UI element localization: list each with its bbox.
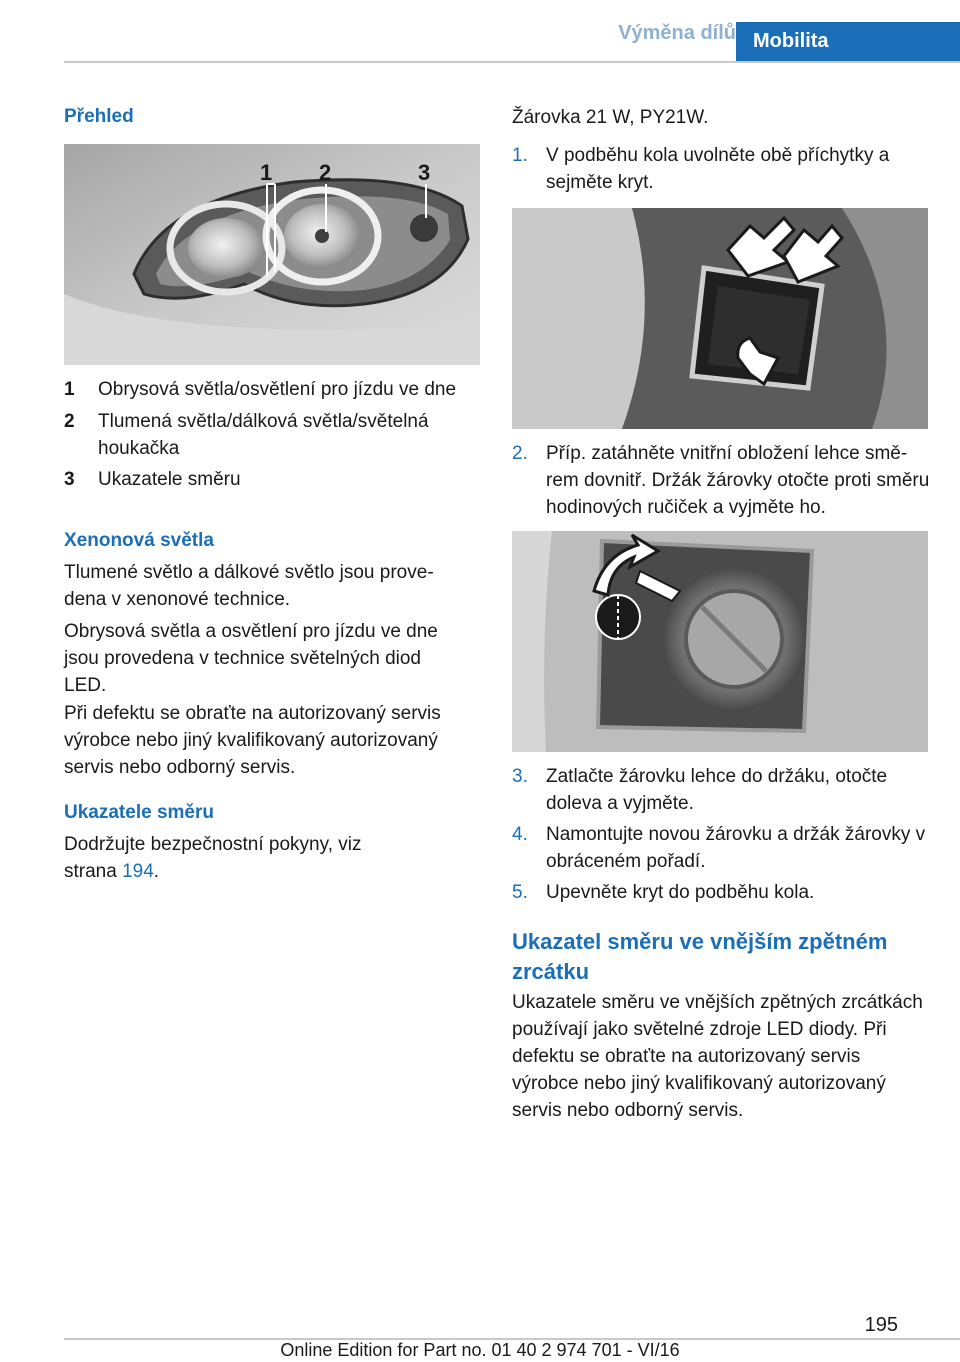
step-item: [512, 879, 930, 906]
headlight-label-1: 1: [260, 160, 273, 185]
legend-text: Obrysová světla/osvětlení pro jízdu ve dne: [98, 379, 457, 400]
xenon-heading: Xenonová světla: [64, 530, 214, 551]
indicator-heading: Ukazatele směru: [64, 802, 214, 823]
page-number: 195: [864, 1314, 898, 1336]
indicator-text: Dodržujte bezpečnostní pokyny, viz strana: [64, 834, 362, 882]
legend-text: Tlumená světla/dálková světla/světelná houkačka: [98, 411, 429, 459]
step-text: V podběhu kola uvolněte obě příchytky a sejměte kryt.: [546, 145, 890, 193]
indicator-text-end: .: [153, 861, 160, 882]
xenon-paragraph-1: Tlumené světlo a dálkové světlo jsou provedena v xenonové technice.: [64, 562, 434, 610]
step-number: 1.: [512, 145, 528, 166]
legend-item: [64, 466, 482, 493]
page-header: [0, 0, 960, 62]
bulb-holder-image: [512, 531, 928, 752]
page-reference-link[interactable]: 194: [122, 861, 154, 882]
header-divider: [64, 61, 960, 63]
step-item: [512, 440, 930, 521]
step-item: [512, 763, 930, 817]
legend-number: 2: [64, 411, 75, 432]
legend-text: Ukazatele směru: [98, 469, 241, 490]
mirror-indicator-paragraph: Ukazatele směru ve vnějších zpětných zrcátkách používají jako světelné zdroje LED diody. Při defektu se obraťte na autorizovaný servis výrobce nebo jiný kvalifikovaný autorizovaný servis nebo odborný servis.: [512, 992, 923, 1121]
step-item: [512, 821, 930, 875]
headlight-image: [64, 144, 480, 365]
step-text: Zatlačte žárovku lehce do držáku, otočte doleva a vyjměte.: [546, 766, 888, 814]
headlight-label-2: 2: [319, 160, 332, 185]
overview-heading: Přehled: [64, 106, 134, 127]
bulb-title: Žárovka 21 W, PY21W.: [512, 107, 709, 128]
legend-item: [64, 376, 482, 403]
step-text: Namontujte novou žárovku a držák žárovky v obráceném pořadí.: [546, 824, 926, 872]
step-text: Upevněte kryt do podběhu kola.: [546, 882, 815, 903]
step-number: 4.: [512, 824, 528, 845]
step-text: Příp. zatáhněte vnitřní obložení lehce směrem dovnitř. Držák žárovky otočte proti směru hodinových ručiček a vyjměte ho.: [546, 443, 930, 518]
indicator-paragraph: [64, 831, 394, 885]
step-number: 3.: [512, 766, 528, 787]
header-section-tab[interactable]: Výměna dílů: [618, 22, 736, 44]
header-chapter-tab[interactable]: Mobilita: [736, 22, 960, 62]
step-number: 2.: [512, 443, 528, 464]
xenon-paragraph-2: Obrysová světla a osvětlení pro jízdu ve dne jsou provedena v technice světelných diod LED.: [64, 621, 438, 696]
step-item: [512, 142, 930, 196]
wheel-arch-cover-image: [512, 208, 928, 429]
xenon-paragraph-3: Při defektu se obraťte na autorizovaný servis výrobce nebo jiný kvalifikovaný autorizovaný servis nebo odborný servis.: [64, 703, 441, 778]
legend-number: 1: [64, 379, 75, 400]
legend-number: 3: [64, 469, 75, 490]
mirror-indicator-heading: Ukazatel směru ve vnějším zpětném zrcátku: [512, 929, 888, 984]
headlight-label-3: 3: [418, 160, 431, 185]
step-number: 5.: [512, 882, 528, 903]
edition-footer: Online Edition for Part no. 01 40 2 974 701 - VI/16: [280, 1340, 680, 1360]
legend-item: [64, 408, 482, 462]
